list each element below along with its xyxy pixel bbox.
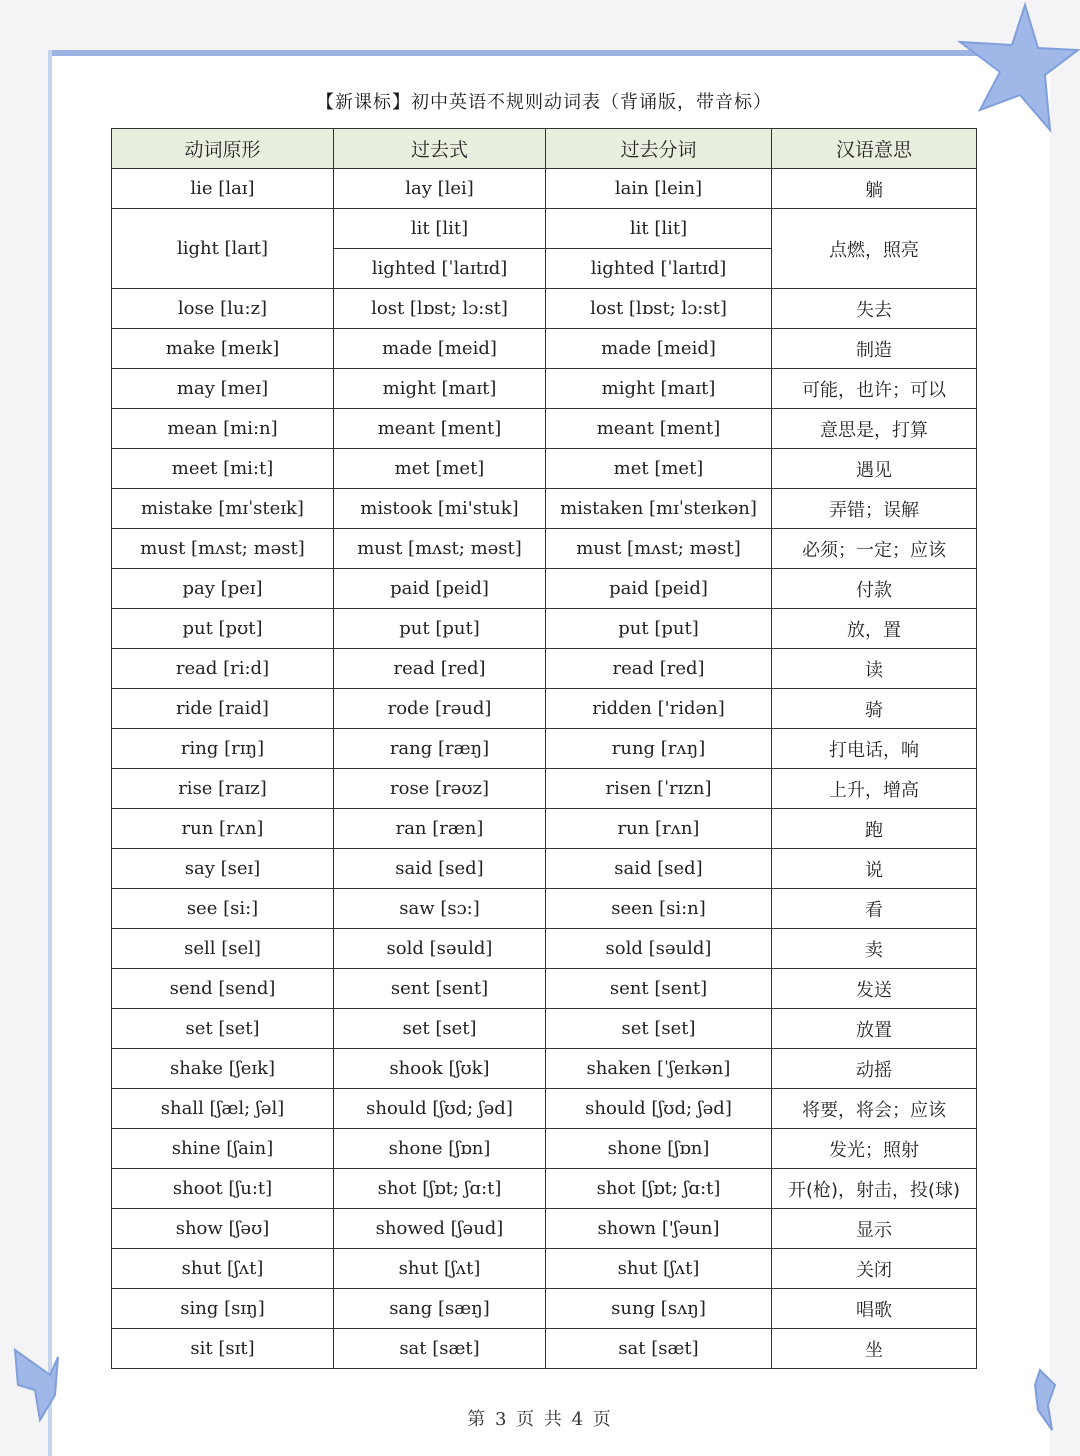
cell-meaning: 骑 bbox=[772, 689, 977, 729]
table-body bbox=[112, 169, 977, 1369]
cell-meaning: 说 bbox=[772, 849, 977, 889]
table-row bbox=[112, 689, 977, 729]
cell-base-form: ring [rɪŋ] bbox=[112, 729, 334, 769]
table-row bbox=[112, 369, 977, 409]
star-icon bbox=[950, 0, 1080, 140]
cell-past-tense: lit [lit] bbox=[334, 209, 546, 249]
cell-meaning: 发送 bbox=[772, 969, 977, 1009]
cell-past-participle: lighted [ˈlaɪtɪd] bbox=[546, 249, 772, 289]
table-row bbox=[112, 1249, 977, 1289]
page-title: 【新课标】初中英语不规则动词表（背诵版，带音标） bbox=[316, 92, 772, 113]
table-row bbox=[112, 929, 977, 969]
cell-base-form: lie [laɪ] bbox=[112, 169, 334, 209]
cell-base-form: may [meɪ] bbox=[112, 369, 334, 409]
cell-past-tense: shot [ʃɒt; ʃɑ:t] bbox=[334, 1169, 546, 1209]
cell-base-form: sit [sɪt] bbox=[112, 1329, 334, 1369]
table-row bbox=[112, 1329, 977, 1369]
cell-base-form: meet [mi:t] bbox=[112, 449, 334, 489]
cell-past-participle: set [set] bbox=[546, 1009, 772, 1049]
table-row bbox=[112, 209, 977, 249]
cell-past-participle: risen [ˈrɪzn] bbox=[546, 769, 772, 809]
cell-base-form: send [send] bbox=[112, 969, 334, 1009]
cell-base-form: set [set] bbox=[112, 1009, 334, 1049]
cell-past-tense: made [meid] bbox=[334, 329, 546, 369]
cell-past-participle: mistaken [mɪˈsteɪkən] bbox=[546, 489, 772, 529]
cell-base-form: read [ri:d] bbox=[112, 649, 334, 689]
cell-past-participle: might [maɪt] bbox=[546, 369, 772, 409]
cell-past-tense: shone [ʃɒn] bbox=[334, 1129, 546, 1169]
cell-meaning: 遇见 bbox=[772, 449, 977, 489]
cell-past-tense: should [ʃʊd; ʃəd] bbox=[334, 1089, 546, 1129]
column-header-past-participle: 过去分词 bbox=[546, 129, 772, 169]
cell-base-form: say [seɪ] bbox=[112, 849, 334, 889]
table-row bbox=[112, 1089, 977, 1129]
table-row bbox=[112, 849, 977, 889]
cell-past-tense: read [red] bbox=[334, 649, 546, 689]
cell-base-form: sell [sel] bbox=[112, 929, 334, 969]
table-header-row bbox=[112, 129, 977, 169]
table-row bbox=[112, 1049, 977, 1089]
cell-meaning: 跑 bbox=[772, 809, 977, 849]
cell-base-form: show [ʃəʊ] bbox=[112, 1209, 334, 1249]
cell-past-participle: shone [ʃɒn] bbox=[546, 1129, 772, 1169]
cell-past-tense: mistook [mi'stuk] bbox=[334, 489, 546, 529]
cell-past-participle: paid [peid] bbox=[546, 569, 772, 609]
cell-meaning: 打电话，响 bbox=[772, 729, 977, 769]
cell-base-form: mistake [mɪˈsteɪk] bbox=[112, 489, 334, 529]
cell-meaning: 失去 bbox=[772, 289, 977, 329]
cell-meaning: 点燃，照亮 bbox=[772, 209, 977, 289]
table-row bbox=[112, 1169, 977, 1209]
cell-past-tense: meant [ment] bbox=[334, 409, 546, 449]
cell-past-tense: met [met] bbox=[334, 449, 546, 489]
cell-base-form: light [laɪt] bbox=[112, 209, 334, 289]
cell-past-tense: saw [sɔ:] bbox=[334, 889, 546, 929]
cell-meaning: 唱歌 bbox=[772, 1289, 977, 1329]
cell-past-tense: must [mʌst; məst] bbox=[334, 529, 546, 569]
cell-past-participle: shut [ʃʌt] bbox=[546, 1249, 772, 1289]
cell-past-participle: lain [lein] bbox=[546, 169, 772, 209]
table-row bbox=[112, 569, 977, 609]
table-row bbox=[112, 529, 977, 569]
cell-base-form: pay [peɪ] bbox=[112, 569, 334, 609]
cell-past-participle: met [met] bbox=[546, 449, 772, 489]
cell-base-form: mean [mi:n] bbox=[112, 409, 334, 449]
column-header-past: 过去式 bbox=[334, 129, 546, 169]
table-row bbox=[112, 169, 977, 209]
cell-base-form: must [mʌst; məst] bbox=[112, 529, 334, 569]
cell-past-tense: might [maɪt] bbox=[334, 369, 546, 409]
cell-past-tense: sang [sæŋ] bbox=[334, 1289, 546, 1329]
table-row bbox=[112, 449, 977, 489]
table-row bbox=[112, 729, 977, 769]
cell-base-form: run [rʌn] bbox=[112, 809, 334, 849]
cell-base-form: ride [raid] bbox=[112, 689, 334, 729]
column-header-meaning: 汉语意思 bbox=[772, 129, 977, 169]
cell-meaning: 上升，增高 bbox=[772, 769, 977, 809]
table-row bbox=[112, 609, 977, 649]
cell-past-participle: sat [sæt] bbox=[546, 1329, 772, 1369]
cell-past-participle: seen [si:n] bbox=[546, 889, 772, 929]
cell-past-participle: should [ʃʊd; ʃəd] bbox=[546, 1089, 772, 1129]
cell-past-tense: sat [sæt] bbox=[334, 1329, 546, 1369]
cell-past-participle: shaken [ˈʃeɪkən] bbox=[546, 1049, 772, 1089]
cell-past-participle: ridden ['ridən] bbox=[546, 689, 772, 729]
cell-past-tense: shook [ʃʊk] bbox=[334, 1049, 546, 1089]
cell-meaning: 必须；一定；应该 bbox=[772, 529, 977, 569]
cell-meaning: 开(枪)，射击，投(球) bbox=[772, 1169, 977, 1209]
cell-past-participle: lost [lɒst; lɔ:st] bbox=[546, 289, 772, 329]
cell-past-tense: lighted [ˈlaɪtɪd] bbox=[334, 249, 546, 289]
table-row bbox=[112, 769, 977, 809]
cell-base-form: lose [lu:z] bbox=[112, 289, 334, 329]
cell-past-tense: paid [peid] bbox=[334, 569, 546, 609]
cell-past-tense: sold [səuld] bbox=[334, 929, 546, 969]
cell-past-participle: sold [səuld] bbox=[546, 929, 772, 969]
cell-past-participle: run [rʌn] bbox=[546, 809, 772, 849]
table-row bbox=[112, 409, 977, 449]
cell-meaning: 动摇 bbox=[772, 1049, 977, 1089]
cell-past-participle: put [put] bbox=[546, 609, 772, 649]
decorative-frame-top bbox=[50, 50, 1000, 56]
column-header-base: 动词原形 bbox=[112, 129, 334, 169]
cell-past-participle: read [red] bbox=[546, 649, 772, 689]
cell-base-form: shut [ʃʌt] bbox=[112, 1249, 334, 1289]
cell-meaning: 付款 bbox=[772, 569, 977, 609]
cell-past-tense: said [sed] bbox=[334, 849, 546, 889]
cell-base-form: rise [raɪz] bbox=[112, 769, 334, 809]
cell-meaning: 放，置 bbox=[772, 609, 977, 649]
cell-base-form: shake [ʃeɪk] bbox=[112, 1049, 334, 1089]
cell-past-tense: put [put] bbox=[334, 609, 546, 649]
cell-meaning: 发光；照射 bbox=[772, 1129, 977, 1169]
cell-past-tense: set [set] bbox=[334, 1009, 546, 1049]
cell-base-form: put [pʊt] bbox=[112, 609, 334, 649]
cell-meaning: 卖 bbox=[772, 929, 977, 969]
table-row bbox=[112, 1009, 977, 1049]
table-row bbox=[112, 489, 977, 529]
cell-base-form: shine [ʃain] bbox=[112, 1129, 334, 1169]
cell-past-participle: rung [rʌŋ] bbox=[546, 729, 772, 769]
decorative-frame-left bbox=[48, 50, 52, 1456]
cell-meaning: 躺 bbox=[772, 169, 977, 209]
cell-meaning: 将要，将会；应该 bbox=[772, 1089, 977, 1129]
cell-base-form: make [meɪk] bbox=[112, 329, 334, 369]
cell-past-participle: must [mʌst; məst] bbox=[546, 529, 772, 569]
cell-meaning: 弄错；误解 bbox=[772, 489, 977, 529]
cell-past-tense: rang [ræŋ] bbox=[334, 729, 546, 769]
cell-meaning: 可能，也许；可以 bbox=[772, 369, 977, 409]
cell-past-participle: lit [lit] bbox=[546, 209, 772, 249]
table-row bbox=[112, 329, 977, 369]
cell-past-participle: said [sed] bbox=[546, 849, 772, 889]
cell-meaning: 读 bbox=[772, 649, 977, 689]
cell-past-tense: showed [ʃəud] bbox=[334, 1209, 546, 1249]
table-row bbox=[112, 649, 977, 689]
table-row bbox=[112, 889, 977, 929]
page-footer: 第 3 页 共 4 页 bbox=[467, 1409, 613, 1430]
table-row bbox=[112, 1209, 977, 1249]
table-row bbox=[112, 1289, 977, 1329]
table-row bbox=[112, 1129, 977, 1169]
cell-past-participle: shot [ʃɒt; ʃɑ:t] bbox=[546, 1169, 772, 1209]
cell-meaning: 意思是，打算 bbox=[772, 409, 977, 449]
cell-past-participle: sung [sʌŋ] bbox=[546, 1289, 772, 1329]
table-row bbox=[112, 969, 977, 1009]
cell-meaning: 显示 bbox=[772, 1209, 977, 1249]
cell-meaning: 看 bbox=[772, 889, 977, 929]
cell-past-participle: shown ['ʃəun] bbox=[546, 1209, 772, 1249]
cell-past-tense: rode [rəud] bbox=[334, 689, 546, 729]
cell-past-tense: rose [rəʊz] bbox=[334, 769, 546, 809]
cell-past-tense: shut [ʃʌt] bbox=[334, 1249, 546, 1289]
cell-base-form: sing [sɪŋ] bbox=[112, 1289, 334, 1329]
table-row bbox=[112, 289, 977, 329]
cell-past-tense: lay [lei] bbox=[334, 169, 546, 209]
cell-meaning: 放置 bbox=[772, 1009, 977, 1049]
cell-base-form: shoot [ʃu:t] bbox=[112, 1169, 334, 1209]
cell-meaning: 制造 bbox=[772, 329, 977, 369]
cell-meaning: 坐 bbox=[772, 1329, 977, 1369]
cell-past-tense: sent [sent] bbox=[334, 969, 546, 1009]
cell-base-form: shall [ʃæl; ʃəl] bbox=[112, 1089, 334, 1129]
cell-past-participle: meant [ment] bbox=[546, 409, 772, 449]
cell-past-participle: sent [sent] bbox=[546, 969, 772, 1009]
cell-base-form: see [si:] bbox=[112, 889, 334, 929]
table-row bbox=[112, 809, 977, 849]
irregular-verb-table bbox=[111, 128, 977, 1369]
cell-meaning: 关闭 bbox=[772, 1249, 977, 1289]
cell-past-tense: lost [lɒst; lɔ:st] bbox=[334, 289, 546, 329]
cell-past-tense: ran [ræn] bbox=[334, 809, 546, 849]
cell-past-participle: made [meid] bbox=[546, 329, 772, 369]
